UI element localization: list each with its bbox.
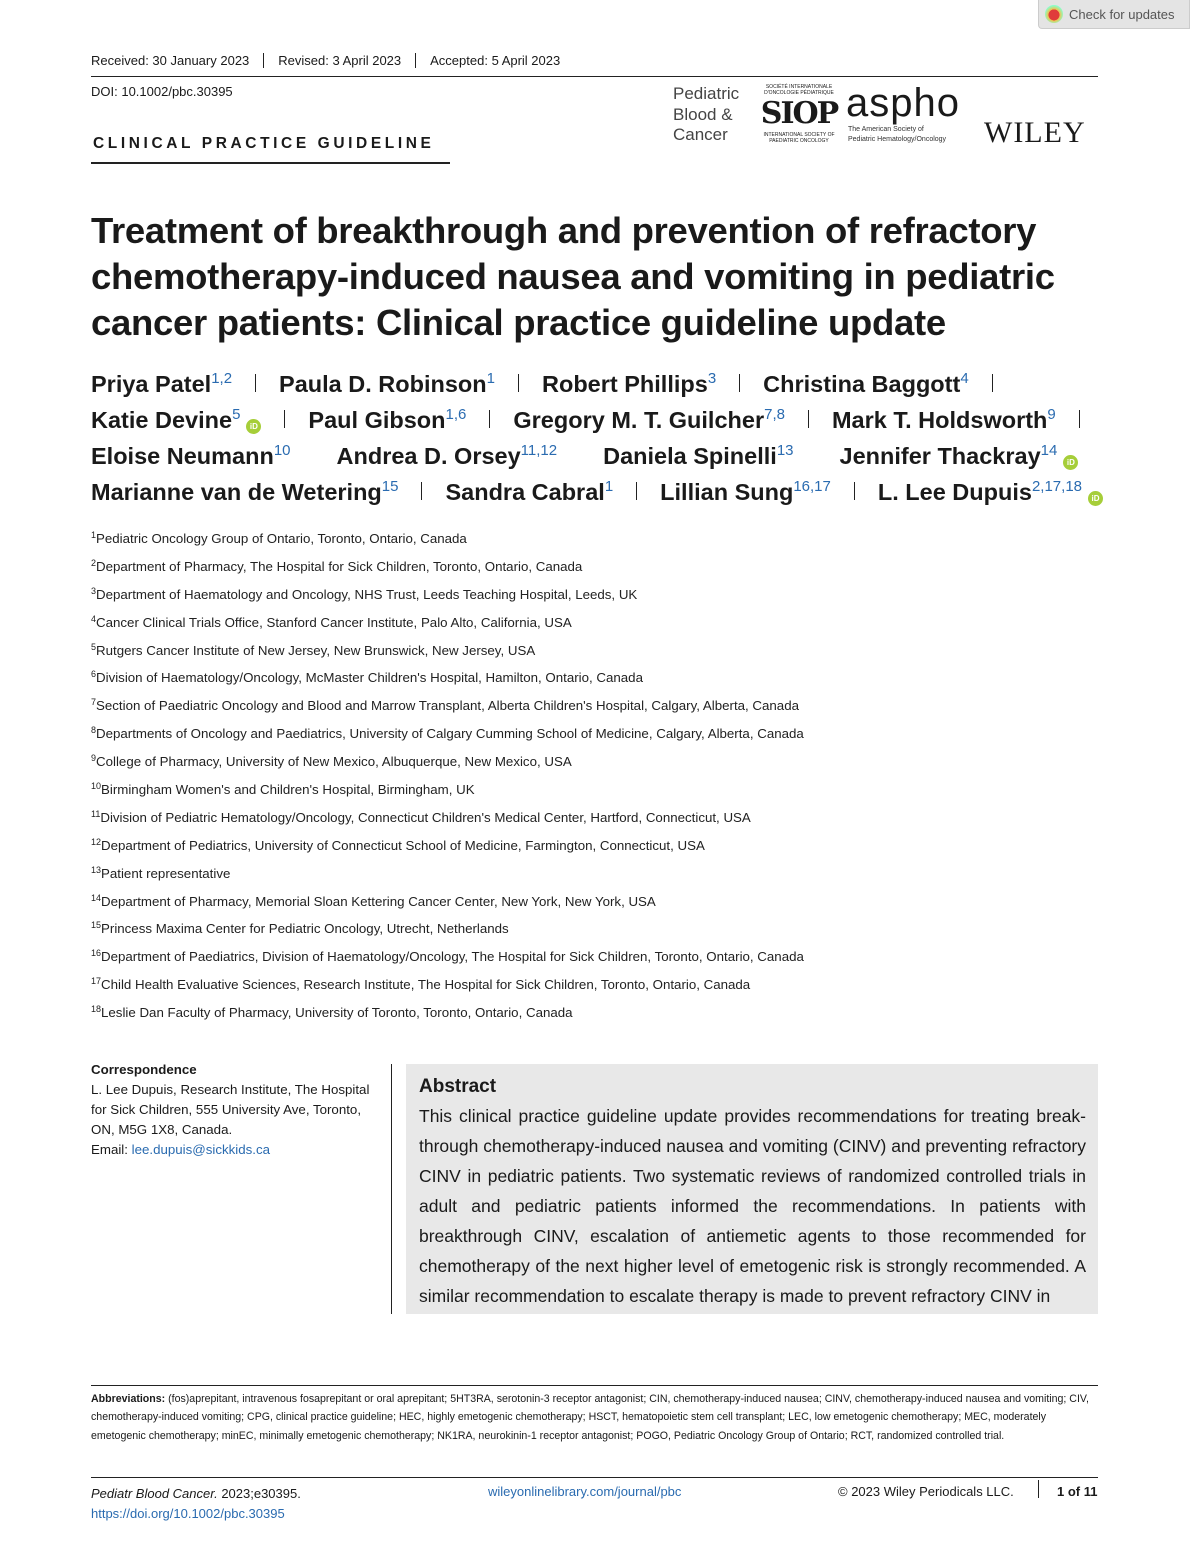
author-affiliation-numbers: 5 xyxy=(232,406,241,423)
affiliation xyxy=(91,894,804,922)
affiliation-number: 8 xyxy=(91,725,97,736)
abstract-text: This clinical practice guideline update provides recommendations for treating break-through chemotherapy-induced nausea and vomiting (CINV) and preventing refractory CINV in pediatric patients. Two systematic reviews of randomized controlled trials in adult and pediatric patients informed the recommendations. In patients with breakthrough CINV, escalation of antiemetic agents to those recommended for chemotherapy of the next higher level of emetogenic risk is strongly recommended. A similar recommendation to escalate therapy is made to prevent refractory CINV in xyxy=(419,1106,1086,1306)
affiliation-number: 14 xyxy=(91,892,102,903)
email-label: Email: xyxy=(91,1142,132,1157)
footer-website-link[interactable]: wileyonlinelibrary.com/journal/pbc xyxy=(488,1484,682,1499)
affiliation xyxy=(91,615,804,643)
article-type: CLINICAL PRACTICE GUIDELINE xyxy=(93,135,435,152)
author xyxy=(513,407,785,434)
author xyxy=(91,443,291,470)
affiliation-text: College of Pharmacy, University of New Mexico, Albuquerque, New Mexico, USA xyxy=(96,754,572,770)
author-affiliation-numbers: 14 xyxy=(1040,442,1058,459)
check-for-updates-button[interactable] xyxy=(1038,0,1190,29)
journal-logo-line: Cancer xyxy=(673,125,728,144)
affiliation-number: 2 xyxy=(91,557,97,568)
author-affiliation-numbers: 1 xyxy=(486,370,495,387)
siop-top-text: SOCIÉTÉ INTERNATIONALE D'ONCOLOGIE PÉDIATRIQUE xyxy=(764,84,834,96)
affiliation-text: Pediatric Oncology Group of Ontario, Toronto, Ontario, Canada xyxy=(96,531,467,546)
footer-copyright: © 2023 Wiley Periodicals LLC. xyxy=(838,1484,1014,1499)
footer-doi-link[interactable]: https://doi.org/10.1002/pbc.30395 xyxy=(91,1506,285,1521)
footer-divider xyxy=(91,1477,1098,1478)
orcid-icon[interactable]: iD xyxy=(1088,491,1103,506)
affiliation-number: 12 xyxy=(91,836,102,847)
crossmark-icon xyxy=(1045,5,1063,23)
journal-logo xyxy=(673,84,739,146)
affiliation-text: Birmingham Women's and Children's Hospital, Birmingham, UK xyxy=(101,782,475,798)
correspondence xyxy=(91,1060,381,1160)
affiliation xyxy=(91,670,804,698)
affiliation xyxy=(91,531,804,559)
wiley-logo: WILEY xyxy=(984,116,1086,149)
author xyxy=(542,371,716,398)
author-name: Robert Phillips xyxy=(542,371,708,397)
affiliation xyxy=(91,726,804,754)
author-name: Gregory M. T. Guilcher xyxy=(513,407,765,433)
author-separator xyxy=(518,374,519,392)
affiliation xyxy=(91,949,804,977)
correspondence-heading: Correspondence xyxy=(91,1062,197,1077)
affiliation-text: Department of Pharmacy, Memorial Sloan Kettering Cancer Center, New York, New York, USA xyxy=(101,893,656,909)
author xyxy=(832,407,1056,434)
affiliation-text: Section of Paediatric Oncology and Blood and Marrow Transplant, Alberta Children's Hospital, Calgary, Alberta, Canada xyxy=(96,698,799,714)
affiliation-text: Department of Paediatrics, Division of Haematology/Oncology, The Hospital for Sick Children, Toronto, Ontario, Canada xyxy=(101,949,804,965)
author-name: Katie Devine xyxy=(91,407,233,433)
aspho-logo: aspho xyxy=(846,81,960,125)
affiliation xyxy=(91,866,804,894)
abbreviations-divider xyxy=(91,1385,1098,1386)
author-name: Marianne van de Wetering xyxy=(91,479,382,505)
doi: DOI: 10.1002/pbc.30395 xyxy=(91,84,233,99)
author-row xyxy=(91,479,1111,515)
affiliation-text: Child Health Evaluative Sciences, Research Institute, The Hospital for Sick Children, Toronto, Ontario, Canada xyxy=(101,977,751,993)
affiliation-number: 13 xyxy=(91,864,102,875)
affiliation xyxy=(91,810,804,838)
footer-separator xyxy=(1038,1480,1039,1498)
author xyxy=(878,479,1103,506)
author-list xyxy=(91,371,1111,515)
affiliation-number: 5 xyxy=(91,641,97,652)
author-separator xyxy=(284,410,285,428)
author-affiliation-numbers: 2,17,18 xyxy=(1031,478,1082,495)
author-affiliation-numbers: 7,8 xyxy=(764,406,785,423)
author-name: Sandra Cabral xyxy=(445,479,605,505)
revised-date: Revised: 3 April 2023 xyxy=(263,53,415,68)
affiliation-text: Cancer Clinical Trials Office, Stanford Cancer Institute, Palo Alto, California, USA xyxy=(96,614,572,630)
header-divider xyxy=(91,76,1098,77)
author-separator xyxy=(421,482,422,500)
author xyxy=(660,479,831,506)
affiliation-text: Patient representative xyxy=(101,865,231,881)
affiliation-text: Division of Haematology/Oncology, McMaster Children's Hospital, Hamilton, Ontario, Canada xyxy=(96,670,643,686)
author-separator xyxy=(1079,410,1080,428)
author-affiliation-numbers: 1 xyxy=(604,478,614,495)
author-separator xyxy=(854,482,855,500)
author-separator xyxy=(255,374,256,392)
siop-wordmark: SIOP xyxy=(760,96,838,131)
affiliation-number: 6 xyxy=(91,669,97,680)
author-name: L. Lee Dupuis xyxy=(877,479,1032,505)
author-affiliation-numbers: 3 xyxy=(707,370,717,387)
article-dates xyxy=(91,53,574,68)
author-affiliation-numbers: 1,2 xyxy=(211,370,233,387)
article-type-underline xyxy=(91,162,450,164)
affiliation-text: Department of Pediatrics, University of Connecticut School of Medicine, Farmington, Connecticut, USA xyxy=(101,837,705,853)
author-separator xyxy=(992,374,993,392)
accepted-date: Accepted: 5 April 2023 xyxy=(415,53,574,68)
author-affiliation-numbers: 10 xyxy=(273,442,291,459)
affiliation-number: 18 xyxy=(91,1004,102,1015)
journal-logo-line: Pediatric xyxy=(673,84,740,103)
affiliation-text: Department of Haematology and Oncology, NHS Trust, Leeds Teaching Hospital, Leeds, UK xyxy=(96,586,638,602)
author-separator xyxy=(636,482,637,500)
author xyxy=(91,407,261,434)
author-row xyxy=(91,407,1111,443)
affiliation-number: 9 xyxy=(91,753,97,764)
affiliation xyxy=(91,754,804,782)
affiliation xyxy=(91,643,804,671)
page-number: 1 of 11 xyxy=(1057,1484,1098,1499)
affiliation-text: Princess Maxima Center for Pediatric Oncology, Utrecht, Netherlands xyxy=(101,921,509,937)
column-divider xyxy=(391,1064,392,1314)
abbreviations-text: (fos)aprepitant, intravenous fosaprepitant or oral aprepitant; 5HT3RA, serotonin-3 receptor antagonist; CIN, chemotherapy-induced nausea; CINV, chemotherapy-induced nausea and vomiting; CIV, chemotherapy-induced vomiting; CPG, clinical practice guideline; HEC, highly emetogenic chemotherapy; HSCT, hematopoietic stem cell transplant; LEC, low emetogenic chemotherapy; MEC, moderately emetogenic chemotherapy; minEC, minimally emetogenic chemotherapy; NK1RA, neurokinin-1 receptor antagonist; POGO, Pediatric Oncology Group of Ontario; RCT, randomized controlled trial. xyxy=(91,1393,1089,1442)
email-link[interactable]: lee.dupuis@sickkids.ca xyxy=(131,1142,271,1157)
abstract-box xyxy=(406,1064,1098,1314)
affiliation-number: 15 xyxy=(91,920,102,931)
affiliation-number: 17 xyxy=(91,976,102,987)
orcid-icon[interactable]: iD xyxy=(1063,455,1078,470)
author xyxy=(603,443,793,470)
affiliation-text: Department of Pharmacy, The Hospital for Sick Children, Toronto, Ontario, Canada xyxy=(96,558,583,574)
author-name: Christina Baggott xyxy=(763,371,961,397)
affiliation-text: Division of Pediatric Hematology/Oncology, Connecticut Children's Medical Center, Hartford, Connecticut, USA xyxy=(100,809,751,825)
author xyxy=(279,371,495,398)
check-updates-label: Check for updates xyxy=(1069,6,1175,22)
abbreviations-label: Abbreviations: xyxy=(91,1393,166,1405)
affiliation xyxy=(91,838,804,866)
affiliation-number: 11 xyxy=(91,808,101,819)
author xyxy=(91,371,232,398)
aspho-subtitle xyxy=(848,125,946,145)
author-name: Lillian Sung xyxy=(660,479,794,505)
orcid-icon[interactable]: iD xyxy=(246,419,261,434)
affiliation xyxy=(91,698,804,726)
footer-citation xyxy=(91,1484,301,1524)
affiliation-number: 1 xyxy=(91,530,97,540)
affiliation-text: Departments of Oncology and Paediatrics, University of Calgary Cumming School of Medicine, Calgary, Alberta, Canada xyxy=(96,726,804,742)
affiliation xyxy=(91,1005,804,1033)
author-name: Priya Patel xyxy=(91,371,212,397)
affiliation-number: 10 xyxy=(91,781,102,792)
author-affiliation-numbers: 15 xyxy=(381,478,399,495)
affiliation-text: Leslie Dan Faculty of Pharmacy, University of Toronto, Toronto, Ontario, Canada xyxy=(101,1005,573,1021)
author xyxy=(91,479,398,506)
author xyxy=(308,407,466,434)
author-separator xyxy=(489,410,490,428)
affiliation-number: 7 xyxy=(91,697,97,708)
aspho-subtitle-line: The American Society of xyxy=(848,126,924,133)
correspondence-address: L. Lee Dupuis, Research Institute, The Hospital for Sick Children, 555 University Ave, Toronto, ON, M5G 1X8, Canada. xyxy=(91,1082,370,1137)
author-separator xyxy=(808,410,809,428)
author-name: Paula D. Robinson xyxy=(279,371,487,397)
affiliation xyxy=(91,559,804,587)
author-affiliation-numbers: 16,17 xyxy=(793,478,831,495)
author xyxy=(445,479,613,506)
footer-journal: Pediatr Blood Cancer. xyxy=(91,1486,218,1501)
author-separator xyxy=(739,374,740,392)
author xyxy=(763,371,968,398)
author-affiliation-numbers: 1,6 xyxy=(445,406,467,423)
author-affiliation-numbers: 11,12 xyxy=(520,442,558,459)
received-date: Received: 30 January 2023 xyxy=(91,53,250,68)
siop-bottom-text: INTERNATIONAL SOCIETY OF PAEDIATRIC ONCOLOGY xyxy=(763,132,835,144)
author xyxy=(337,443,558,470)
abbreviations xyxy=(91,1390,1101,1445)
aspho-subtitle-line: Pediatric Hematology/Oncology xyxy=(848,136,947,143)
affiliation-number: 4 xyxy=(91,613,97,624)
author-name: Daniela Spinelli xyxy=(603,443,777,469)
author-affiliation-numbers: 9 xyxy=(1047,406,1056,423)
author-row xyxy=(91,371,1111,407)
affiliation-number: 16 xyxy=(91,948,102,959)
author-affiliation-numbers: 13 xyxy=(776,442,794,459)
footer-citation-text: 2023;e30395. xyxy=(217,1486,301,1501)
siop-logo xyxy=(760,84,838,146)
article-title: Treatment of breakthrough and prevention of refractory chemotherapy-induced nausea and vomiting in pediatric cancer patients: Clinical practice guideline update xyxy=(91,210,1055,343)
author-affiliation-numbers: 4 xyxy=(960,370,969,387)
affiliation xyxy=(91,977,804,1005)
affiliation xyxy=(91,587,804,615)
affiliation xyxy=(91,782,804,810)
author-name: Paul Gibson xyxy=(308,407,446,433)
affiliation xyxy=(91,921,804,949)
author-row xyxy=(91,443,1111,479)
journal-logo-line: Blood & xyxy=(673,104,733,124)
affiliation-number: 3 xyxy=(91,585,97,596)
affiliation-text: Rutgers Cancer Institute of New Jersey, New Brunswick, New Jersey, USA xyxy=(96,642,536,658)
affiliations xyxy=(91,531,804,1033)
author-name: Andrea D. Orsey xyxy=(336,443,521,469)
author xyxy=(840,443,1079,470)
abstract-heading: Abstract xyxy=(419,1076,497,1097)
author-name: Jennifer Thackray xyxy=(839,443,1041,469)
author-name: Mark T. Holdsworth xyxy=(831,407,1048,433)
author-name: Eloise Neumann xyxy=(91,443,274,469)
